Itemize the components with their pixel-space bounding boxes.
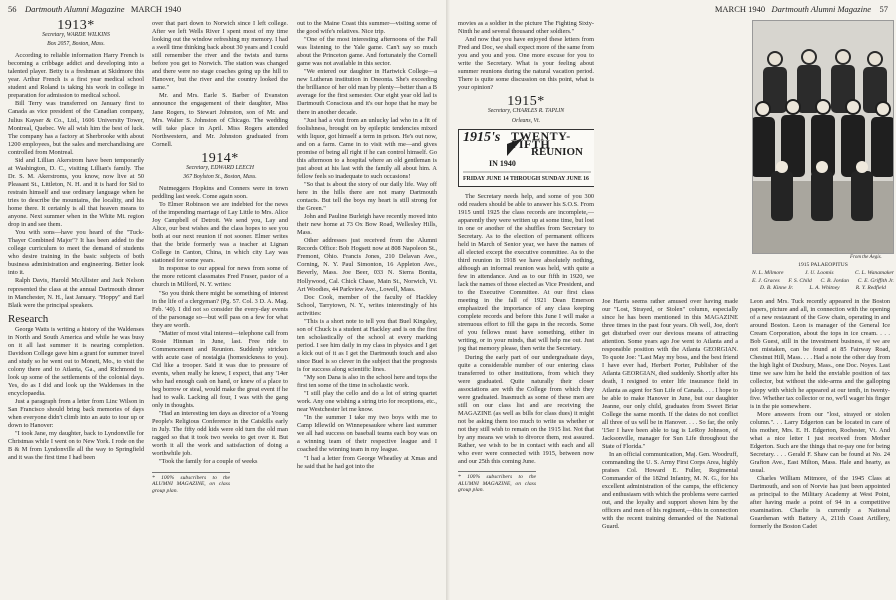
paragraph: "I took Jane, my daughter, back to Lyndonville for Christmas while I went on to New York. I rode on the B & M from Lyndonville all the way to Springfield and it was the first time I had been bbox=[8, 430, 144, 462]
paragraph: "We entered our daughter in Hartwick College—a new Lutheran institution in Oneonta. She's exceeding the brilliance of her old man by plenty—better than a B average for the first semester. Our eight year old lad is Dartmouth Conscious and it's our hope that he may be there in another decade. bbox=[297, 68, 437, 116]
paragraph: To Elmer Robinson we are indebted for the news of the impending marriage of Lay Little to Mrs. Alice Joy Campbell of Detroit. We send you, Lay and Alice, our best wishes and the class hopes to see you both at our next reunion if not sooner. Elmer writes that the bride formerly was a teacher at Lignan College in Canton, China, in which city Lay was stationed for some years. bbox=[152, 200, 288, 265]
right-column-1 bbox=[458, 20, 594, 598]
paragraph: Sid and Lillian Akerstrom have been temporarily at Washington, D. C., visiting Lillian's family. The Dr. S. M. Akerstroms, you know, now live at 50 Pleasant St., Littleton, N. H. and it is hard for Sid to restrain himself and use ordinary language when he tries to describe the mountains, the locality, and his home there. It certainly is all that heaven means to anyone. Next summer when in the White Mt. region drop in and see them. bbox=[8, 156, 144, 229]
right-header: MARCH 1940 Dartmouth Alumni Magazine 57 bbox=[714, 4, 888, 14]
left-header: 56 Dartmouth Alumni Magazine MARCH 1940 bbox=[8, 4, 182, 14]
footnote: * 100% subscribers to the ALUMNI MAGAZINE, on class group plan. bbox=[458, 471, 536, 494]
class-1914-secretary: Secretary, EDWARD LEECH bbox=[186, 164, 254, 171]
left-column-2 bbox=[152, 20, 288, 598]
research-heading: Research bbox=[8, 312, 49, 325]
right-column-2 bbox=[602, 298, 738, 598]
group-photo-image bbox=[753, 21, 893, 253]
left-page bbox=[0, 0, 446, 600]
class-1914-address: 367 Boylston St., Boston, Mass. bbox=[183, 173, 257, 180]
paragraph: Just a paragraph from a letter from Linc Wilson in San Francisco should bring back memories of days when everyone didn't climb into an auto to tour up or down to Hanover: bbox=[8, 398, 144, 430]
left-column-3 bbox=[297, 20, 437, 598]
paragraph: "Took the family for a couple of weeks bbox=[159, 458, 258, 466]
paragraph: Mr. and Mrs. Earle S. Barber of Evanston announce the engagement of their daughter, Miss Jane Rogers, to Stewart Johnston, son of Mr. and Mrs. Walter S. Johnston of Chicago. The wedding will take place in April. Miss Rogers attended Northwestern, and Mr. Johnston graduated from Cornell. bbox=[152, 92, 288, 148]
class-1913-secretary: Secretary, WARDE WILKINS bbox=[42, 32, 110, 39]
paragraph: out to the Maine Coast this summer—visiting some of the good wife's relatives. Nice trip. bbox=[297, 20, 437, 36]
paragraph: "In the summer I take my two boys with me to Camp Idlewild on Winnepesaukee where last summer we all had success on baseball teams each boy was on a winning team of their respective league and I coached the winning team in my league. bbox=[297, 414, 437, 454]
paragraph: "My son Dana is also in the school here and tops the first ten some of the time in scholastic work. bbox=[297, 374, 437, 390]
class-1915-heading: 1915* bbox=[507, 94, 545, 110]
paragraph: Doc Cook, member of the faculty of Hackley School, Tarrytown, N. Y., writes interestingly of his activities: bbox=[297, 293, 437, 317]
class-1914-heading: 1914* bbox=[201, 150, 239, 166]
caption-row: D. B. Kinne Jr. L. A. Whitney R. Y. Redfield bbox=[760, 284, 886, 291]
banner-in-1940: IN 1940 bbox=[489, 158, 516, 168]
paragraph: "Had an interesting ten days as director of a Young People's Religious Conference in the Catskills early in July. The fifty odd kids were old turn the old man ragged so that it took two weeks to get over it. But worth it all the work and satisfaction of doing a worthwhile job. bbox=[152, 410, 288, 458]
class-1915-address: Orleans, Vt. bbox=[511, 117, 541, 124]
class-1913-address: Box 2057, Boston, Mass. bbox=[47, 41, 105, 48]
paragraph: Bill Terry was transferred on January first to Canada as vice president of the Canadian company, Julius Kayser & Co., Ltd., 1606 University Tower, Montreal, Quebec. We all wish him the best of luck. The company has a factory at Sherbrooke with about 1200 employees, but the sales and merchandising are controlled from Montreal. bbox=[8, 100, 144, 156]
paragraph: "Just had a visit from an unlucky lad who in a fit of foolishness, brought on by epileptic tendencies mixed with liquor, got himself a term in prison. He's out now, and on a farm. Came in to visit with me—and gives promise of being all right if he can control himself. Go this afternoon to a hospital where an old gentleman is just about at his last with the family all about him. A fellow feels so inadequate to such occasions! bbox=[297, 116, 437, 180]
paragraph: Other addresses just received from the Alumni Records Office: Bob Hogsett now at 808 Napoleon St., Fremont, Ohio. Francis Jones, 210 Delavan Ave., Corning, N. Y. Paul Simonton, 16 Appleton Ave., Beverly, Mass. Joe Beer, 033 N. Sierra Bonita, Hollywood, Cal. Chick Chase, Main St., Norwich, Vt. Art Woodies, 44 Parkview Ave., Lowell, Mass. bbox=[297, 237, 437, 293]
paragraph: According to reliable information Harry French is becoming a cribbage addict and developing into a talented player. Betty is a freshman at Skidmore this year. Arthur French is a first year medical school student and Roland is taking his work in college in preparation for admission to medical school. bbox=[8, 52, 144, 100]
paragraph: During the early part of our undergraduate days, quite a considerable number of our entering class transferred to other institutions, from which they were graduated. Quite naturally their closer associations are with the College from which they were graduated. Inasmuch as some of these men are still on our class list and are receiving the MAGAZINE (as well as bills for class dues) it might not be asking them too much to write us whether or not they still wish to remain on the 1915 list. Not that by any means we wish to divorce them, rest assured. Rather, we wish to be in contact with each and all who ever were connected with 1915, between now and our 25th this coming June. bbox=[458, 353, 594, 466]
reunion-banner bbox=[458, 129, 594, 187]
paragraph: More answers from our "lost, strayed or stolen column.". . . Larry Edgerton can be located in care of his mother, Mrs. E. H. Edgerton, Rochester, Vt. And what a nice letter I just received from Mother Edgerton. Such are the things that re-pay one for being Secretary. . . . Gerald F. Shaw can be found at No. 24 Grafton Ave., East Milton, Mass. Hale and hearty, as usual. bbox=[750, 410, 890, 474]
paragraph: "I still play the cello and do a lot of string quartet work. Any one wishing a string trio for receptions, etc., near Westchester let me know. bbox=[297, 390, 437, 414]
paragraph: "I had a letter from George Wheatley at Xmas and he said that he had got into the bbox=[297, 454, 437, 470]
right-page bbox=[450, 0, 896, 600]
class-1913-heading: 1913* bbox=[57, 20, 95, 33]
paragraph: "One of the most interesting afternoons of the Fall was listening to the Yale game. Can't say so much about the Princeton game. And fortunately the Cornell game was not available in this sector. bbox=[297, 36, 437, 68]
paragraph: John and Pauline Burleigh have recently moved into their new home at 73 Ox Bow Road, Wellesley Hills, Mass. bbox=[297, 213, 437, 237]
left-column-1 bbox=[8, 20, 144, 598]
paragraph: Joe Harris seems rather amused over having made our "Lost, Strayed, or Stolen" column, especially since he has been mentioned in this MAGAZINE three times in the past four years. Oh well, Joe, don't get disturbed over our devious means of attracting attention. Some years ago Joe went to Atlanta and a responsible position with the Atlanta GEORGIAN. To quote Joe: "Last May my boss, and the best friend I have ever had, Herbert Porter, Publisher of the Atlanta GEORGIAN, died suddenly. Shortly after his death, I resigned to enter life insurance field in Atlanta as agent for Sun Life of Canada. . . . I hope to be able to make Hanover in June, but our daughter Jeanne, our only child, graduates from Sweet Briar College the same month. If the dates do not conflict all three of us will be in Hanover. . . . So far, the only '15er I have been able to tag is LeRoy Johnson, of Jacksonville, manager for Sun Life throughout the State of Florida." bbox=[602, 298, 738, 450]
photo-caption bbox=[752, 262, 894, 292]
paragraph: "So you think there might be something of interest in the life of a clergyman? (Pg. 57. Col. 3 D. A. Mag. Feb. '40). I did not so consider the every-day events of the parsonage so—but will pass on a few for what they are worth. bbox=[152, 289, 288, 329]
paragraph: Ralph Davis, Harold McAllister and Jack Nelson represented the class at the annual Dartmouth dinner in Manchester, N. H., last January. "Hoppy" and Earl Blaik were the principal speakers. bbox=[8, 277, 144, 309]
caption-row: E. J. Graces F. S. Child C. B. Jordan C. E. Griffith Jr. bbox=[752, 277, 894, 284]
banner-dates: FRIDAY JUNE 14 THROUGH SUNDAY JUNE 16 bbox=[463, 175, 589, 182]
paragraph: You with sons—have you heard of the "Tuck-Thayer Combined Major"? It has been added to the college curriculum to meet the demand of students who desire training in the basic subjects of both business administration and engineering. Better look into it. bbox=[8, 229, 144, 277]
paragraph: Nutmeggers Hopkins and Conners were in town peddling last week. Come again soon. bbox=[152, 184, 288, 200]
paragraph: movies as a soldier in the picture The Fighting Sixty-Ninth he and several thousand other soldiers." bbox=[458, 20, 594, 36]
right-column-3 bbox=[750, 298, 890, 598]
paragraph: "This is a short note to tell you that Buel Kingsley, son of Chuck is a student at Hackley and is on the first ten scholastically of the school at every marking period. I see him daily in my class in physics and I get a kick out of it as I get the Dartmouth touch and also since Buel is so clever in the subject that the prognosis is for success along scientific lines. bbox=[297, 317, 437, 374]
paragraph: over that part down to Norwich since I left college. After we left Wells River I spent most of my time looking out the window refreshing my memory. I had a swell time thinking back about 30 years and I could still remember the river and the twists and turns before you get to Norwich. The station was changed and there were no stage coaches going up the hill to Hanover, but the river and the country looked the same." bbox=[152, 20, 288, 92]
paragraph: In response to our appeal for news from some of the more reticent classmates Fred Fraser, pastor of a church in Milford, N. Y. writes: bbox=[152, 265, 288, 289]
group-photo bbox=[752, 20, 894, 254]
paragraph: Leon and Mrs. Tuck recently appeared in the Boston papers, picture and all, in connection with the opening of a new restaurant of the Gow chain, operating in and around Boston. Leon is manager of the General Ice Cream Corporation, about the tops in ice cream. . . . Bob Guest, still in the investment business, if we are not mistaken, can be found at 85 Fairway Road, Chestnut Hill, Mass. . . . Had a note the other day from the high light of Duxbury, Mass., one Doc. Noyes. Last time we saw him he held the enviable position of tax collector, but without the side-arms and the galloping jalopy with which he appeared at our tenth, in twenty-five. Whether tax collector or no, we'll wager his finger is in the pie somewhere. bbox=[750, 298, 890, 410]
caption-title: 1915 PALAEOPITUS bbox=[798, 262, 848, 268]
paragraph: Charles William Mitmore, of the 1945 Class at Dartmouth, and son of Norvie has just been appointed as principal to the Military Academy at West Point, after having made a point of 94 in a competitive examination. Charlie is currently a National Guardsman with Battery A, 211th Coast Artillery, formerly the Boston Cadet bbox=[750, 475, 890, 531]
caption-row: N. L. Milmore J. U. Loomis C. L. Wanamaker bbox=[752, 270, 894, 277]
class-1915-secretary: Secretary, CHARLES R. TAPLIN bbox=[487, 108, 565, 115]
paragraph: "So that is about the story of our daily life. Way off here in the hills there are not many Dartmouth contacts. But tell the boys my heart is still strong for the Green." bbox=[297, 180, 437, 213]
footnote: * 100% subscribers to the ALUMNI MAGAZINE, on class group plan. bbox=[152, 472, 230, 495]
photo-credit: From the Aegis. bbox=[850, 255, 882, 260]
paragraph: "Matter of most vital interest—telephone call from Rosie Hinman in June, last. Free ride to Commencement and Reunion. Suddenly stricken with acute case of nostalgia (homesickness to you). Cid like a trooper. Said it was due to pressure of events, when really he knew, I expect, that any '14er who had enough cash on hand, or knew of a place to beg borrow or steal, would make the great event if he had to walk. Lacking all four, I was with the gang only in thoughts. bbox=[152, 329, 288, 410]
banner-reunion: REUNION bbox=[531, 145, 583, 158]
banner-year: 1915's bbox=[463, 129, 501, 145]
paragraph: And now that you have enjoyed these letters from Fred and Doc, we shall expect more of the same from you and you and you. One more excuse for you to write the Secretary. What is your feeling about summer reunions during the natural vacation period. There is quite some discussion on this point, what is your opinion? bbox=[458, 36, 594, 92]
banner-twenty-fifth: TWENTY-FIFTH bbox=[511, 128, 571, 151]
paragraph: The Secretary needs help, and some of you 300 odd readers should be able to answer his S.O.S. From 1915 until 1925 the class records are incomplete,—apparently they were written up at some time, but lost in one or another of the shuffles from Secretary to Secretary. As to the election of permanent officers held in March of Senior year, we have the names of all elected except the executive committee. As to the third reunion in 1918 we have absolutely nothing, although an informal reunion was held, with quite a few in attendance. And as to our fifth in 1920, we lack the names of those elected as Vice President, and to the Executive Committee. At our first class meeting in the fall of 1921 Dean Emerson emphasized the importance of any class keeping complete records and before this June I will make a strenuous effort to fill the gaps in the records. Some of you fellows must have something, either in writing, or in your minds, that will help me out. Just jog that memory please, then write the Secretary. bbox=[458, 192, 594, 353]
paragraph: In an official communication, Maj. Gen. Woodruff, commanding the U. S. Army First Corps Area, highly praises Col. Howard E. Fuller, Regimental Commander of the 182nd Infantry, M. N. G., for his excellent administration of the camps, the efficiency and enthusiasm with which the problems were carried out, and the loyalty and support shown him by the officers and men of his regiment,—this in connection with the recent training demanded of the National Guard. bbox=[602, 450, 738, 531]
paragraph: George Watts is writing a history of the Waldenses in North and South America and while he was busy on it all last summer it is nearing completion. Davidson College gave him a grant for summer travel and study so he went out to Monett, Mo., to visit the colony there and to Atlanta, Ga., and Richmond to look up some of the settlements of the colonial days. Yes, do as I did and look up the Waldenses in the encyclopaedia. bbox=[8, 325, 144, 398]
